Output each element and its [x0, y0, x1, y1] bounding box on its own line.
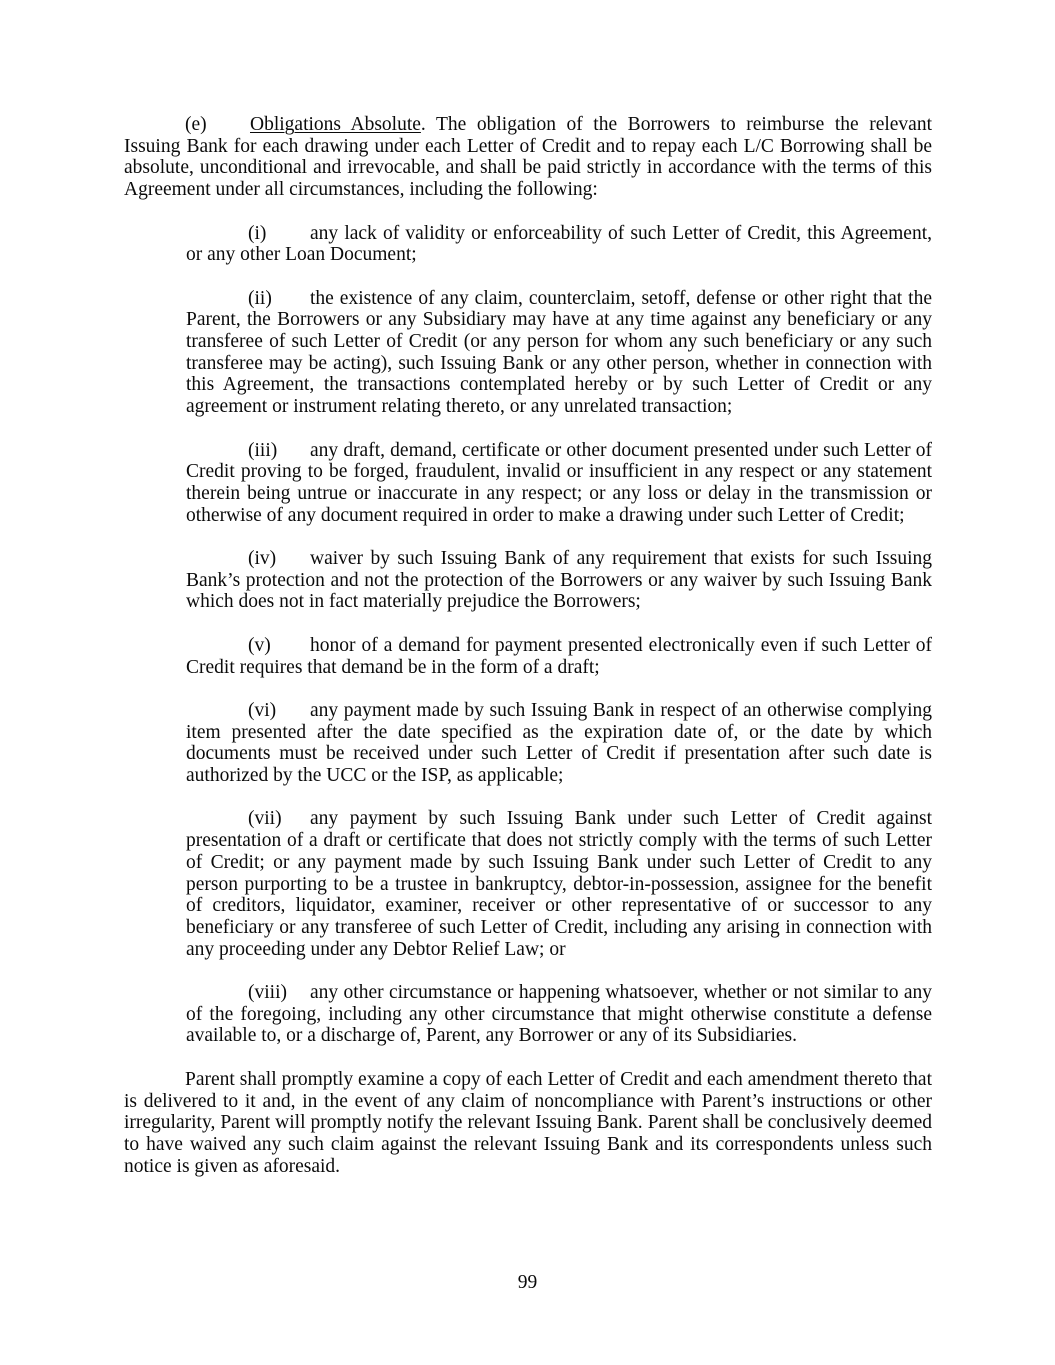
- list-item-iii: [186, 440, 932, 527]
- list-item-vi-label: (vi): [248, 699, 277, 721]
- list-item-v: [186, 635, 932, 678]
- list-item-iv-text: waiver by such Issuing Bank of any requirement that exists for such Issuing Bank’s protection and not the protection of the Borrowers or any waiver by such Issuing Bank which does not in fact materially prejudice the Borrowers;: [186, 548, 932, 613]
- list-item-i: [186, 223, 932, 266]
- list-item-ii-text: the existence of any claim, counterclaim, setoff, defense or other right that the Parent, the Borrowers or any Subsidiary may have at any time against any beneficiary or any transferee of such Letter of Credit (or any person for whom any such beneficiary or any such transferee may be acting), such Issuing Bank or any other person, whether in connection with this Agreement, the transactions contemplated hereby or by such Letter of Credit or any agreement or instrument relating thereto, or any unrelated transaction;: [186, 287, 932, 418]
- list-item-iii-label: (iii): [248, 439, 278, 461]
- paragraph-obligations-absolute: [124, 114, 932, 201]
- list-item-iv: [186, 548, 932, 613]
- list-item-ii-label: (ii): [248, 287, 272, 309]
- list-item-v-label: (v): [248, 634, 271, 656]
- list-item-iii-text: any draft, demand, certificate or other document presented under such Letter of Credit proving to be forged, fraudulent, invalid or insufficient in any respect or any statement therein being untrue or inaccurate in any respect; or any loss or delay in the transmission or otherwise of any document required in order to make a drawing under such Letter of Credit;: [186, 439, 932, 526]
- list-item-vii: [186, 808, 932, 960]
- list-item-i-label: (i): [248, 222, 267, 244]
- list-item-iv-label: (iv): [248, 548, 277, 569]
- list-item-vii-text: any payment by such Issuing Bank under such Letter of Credit against presentation of a draft or certificate that does not strictly comply with the terms of such Letter of Credit; or any payment made by such Issuing Bank under such Letter of Credit to any person purporting to be a trustee in bankruptcy, debtor-in-possession, assignee for the benefit of creditors, liquidator, examiner, receiver or other representative of or successor to any beneficiary or any transferee of such Letter of Credit, including any arising in connection with any proceeding under any Debtor Relief Law; or: [186, 808, 932, 960]
- paragraph-e-text: . The obligation of the Borrowers to reimburse the relevant Issuing Bank for each drawing under each Letter of Credit and to repay each L/C Borrowing shall be absolute, unconditional and irrevocable, and shall be paid strictly in accordance with the terms of this Agreement under all circumstances, including the following:: [124, 114, 932, 201]
- closing-paragraph: [124, 1069, 932, 1178]
- list-item-vi-text: any payment made by such Issuing Bank in respect of an otherwise complying item presented after the date specified as the expiration date of, or the date by which documents must be received under such Letter of Credit if presentation after such date is authorized by the UCC or the ISP, as applicable;: [186, 699, 932, 786]
- paragraph-e-heading: Obligations Absolute: [250, 114, 421, 135]
- list-item-viii-text: any other circumstance or happening whatsoever, whether or not similar to any of the foregoing, including any other circumstance that might otherwise constitute a defense available to, or a discharge of, Parent, any Borrower or any of its Subsidiaries.: [186, 982, 932, 1047]
- list-item-v-text: honor of a demand for payment presented electronically even if such Letter of Credit requires that demand be in the form of a draft;: [186, 634, 932, 678]
- list-item-vi: [186, 700, 932, 787]
- page-number: 99: [517, 1272, 538, 1293]
- paragraph-e-label: (e): [185, 114, 207, 135]
- list-item-viii: [186, 982, 932, 1047]
- list-item-ii: [186, 288, 932, 418]
- list-item-i-text: any lack of validity or enforceability of such Letter of Credit, this Agreement, or any other Loan Document;: [186, 222, 932, 266]
- closing-paragraph-text: Parent shall promptly examine a copy of each Letter of Credit and each amendment thereto that is delivered to it and, in the event of any claim of noncompliance with Parent’s instructions or other irregularity, Parent will promptly notify the relevant Issuing Bank. Parent shall be conclusively deemed to have waived any such claim against the relevant Issuing Bank and its correspondents unless such notice is given as aforesaid.: [124, 1068, 932, 1177]
- list-item-viii-label: (viii): [248, 982, 287, 1003]
- list-item-vii-label: (vii): [248, 808, 282, 830]
